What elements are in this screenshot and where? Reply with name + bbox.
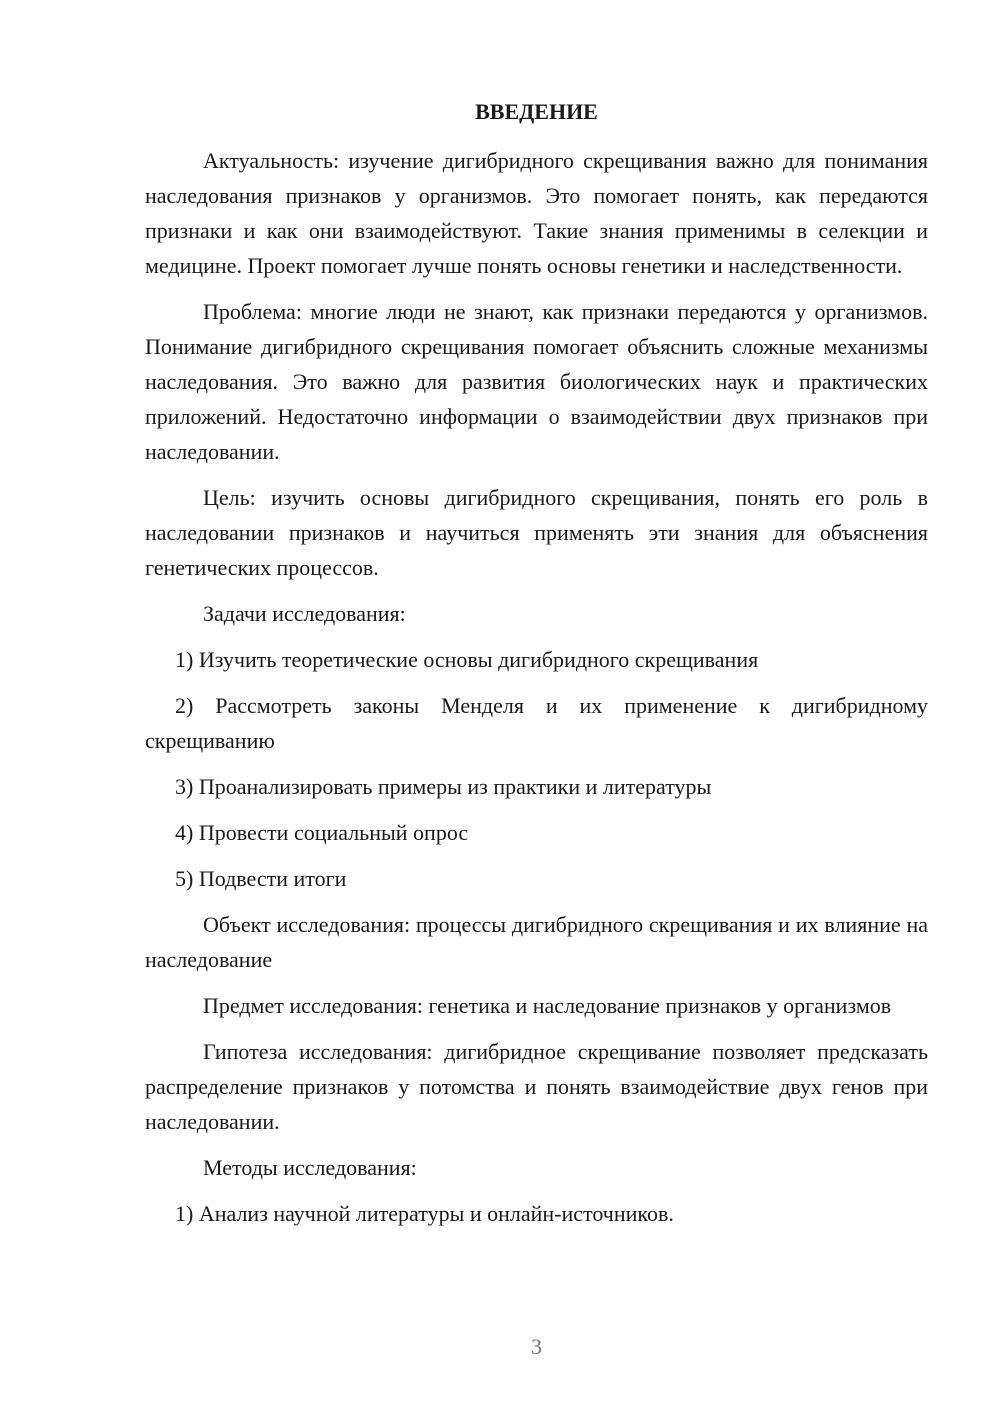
paragraph-relevance: Актуальность: изучение дигибридного скрещивания важно для понимания наследования признаков у организмов. Это помогает понять, как передаются признаки и как они взаимодействуют. Такие знания применимы в селекции и медицине. Проект помогает лучше понять основы генетики и наследственности. [145, 148, 928, 278]
list-item-method-1: 1) Анализ научной литературы и онлайн-источников. [175, 1201, 674, 1226]
list-item-task-2: 2) Рассмотреть законы Менделя и их применение к дигибридному скрещиванию [145, 693, 928, 753]
paragraph-goal: Цель: изучить основы дигибридного скрещивания, понять его роль в наследовании признаков и научиться применять эти знания для объяснения генетических процессов. [145, 485, 928, 580]
paragraph-subject: Предмет исследования: генетика и наследование признаков у организмов [203, 993, 892, 1018]
page-number: 3 [531, 1334, 542, 1359]
paragraph-hypothesis: Гипотеза исследования: дигибридное скрещивание позволяет предсказать распределение признаков у потомства и понять взаимодействие двух генов при наследовании. [145, 1039, 928, 1134]
document-body [145, 143, 928, 1242]
paragraph-tasks-heading: Задачи исследования: [203, 601, 406, 626]
document-page [145, 0, 928, 1414]
list-item-task-3: 3) Проанализировать примеры из практики и литературы [175, 774, 712, 799]
list-item-task-1: 1) Изучить теоретические основы дигибридного скрещивания [175, 647, 759, 672]
paragraph-methods-heading: Методы исследования: [203, 1155, 417, 1180]
list-item-task-5: 5) Подвести итоги [175, 866, 347, 891]
list-item-task-4: 4) Провести социальный опрос [175, 820, 469, 845]
paragraph-problem: Проблема: многие люди не знают, как признаки передаются у организмов. Понимание дигибридного скрещивания помогает объяснить сложные механизмы наследования. Это важно для развития биологических наук и практических приложений. Недостаточно информации о взаимодействии двух признаков при наследовании. [145, 299, 928, 464]
page-title: ВВЕДЕНИЕ [475, 99, 598, 124]
paragraph-object: Объект исследования: процессы дигибридного скрещивания и их влияние на наследование [145, 912, 928, 972]
